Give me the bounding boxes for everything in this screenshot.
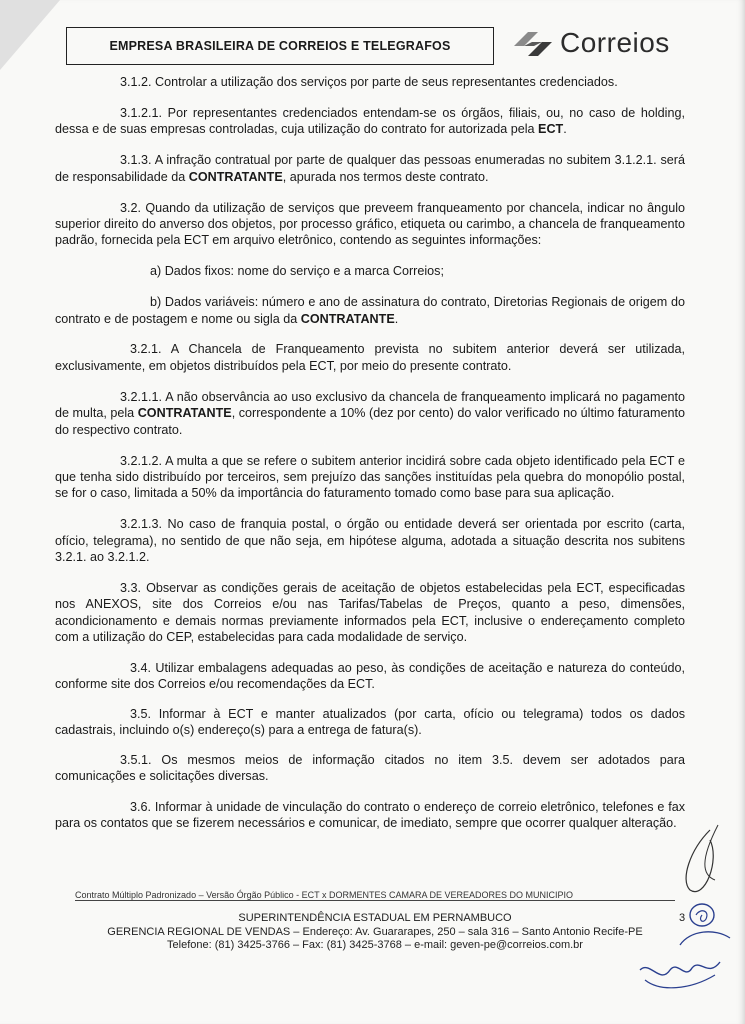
footer-divider — [75, 900, 675, 901]
footer-address-block — [75, 912, 675, 953]
contract-footer-line: Contrato Múltiplo Padronizado – Versão Órgão Público - ECT x DORMENTES CAMARA DE VEREADORES DO MUNICIPIO — [75, 890, 573, 900]
page-corner-fold — [0, 0, 60, 70]
paragraph: 3.4. Utilizar embalagens adequadas ao peso, às condições de aceitação e natureza do conteúdo, conforme site dos Correios e/ou recomendações da ECT. — [55, 661, 685, 692]
paragraph: 3.5. Informar à ECT e manter atualizados (por carta, ofício ou telegrama) todos os dados cadastrais, incluindo o(s) endereço(s) para a entrega de fatura(s). — [55, 706, 685, 738]
paragraph: 3.1.2.1. Por representantes credenciados entendam-se os órgãos, filiais, ou, no caso de holding, dessa e de suas empresas controladas, cuja utilização do contrato for autorizada pela ECT. — [55, 105, 685, 137]
contract-body — [55, 74, 685, 846]
footer-superintendency: SUPERINTENDÊNCIA ESTADUAL EM PERNAMBUCO — [238, 912, 512, 924]
correios-logo-icon — [510, 26, 556, 60]
footer-address: GERENCIA REGIONAL DE VENDAS – Endereço: Av. Guararapes, 250 – sala 316 – Santo Antonio Recife-PE — [107, 925, 643, 938]
paragraph: 3.3. Observar as condições gerais de aceitação de objetos estabelecidas pela ECT, especificadas nos ANEXOS, site dos Correios e/ou nas Tarifas/Tabelas de Preços, quanto a peso, dimensões, acondicionamento e demais normas previamente informados pela ECT, inclusive o endereçamento completo com a utilização do CEP, estabelecidas para cada modalidade de serviço. — [55, 580, 685, 645]
footer-contacts: Telefone: (81) 3425-3766 – Fax: (81) 3425-3768 – e-mail: geven-pe@correios.com.br — [167, 939, 583, 951]
paragraph: a) Dados fixos: nome do serviço e a marca Correios; — [150, 264, 444, 279]
page-number: 3 — [679, 912, 686, 924]
company-header — [66, 27, 494, 65]
paragraph: 3.1.2. Controlar a utilização dos serviços por parte de seus representantes credenciados. — [120, 75, 618, 89]
correios-logo — [510, 24, 680, 66]
paragraph: 3.6. Informar à unidade de vinculação do contrato o endereço de correio eletrônico, telefones e fax para os contatos que se fizerem necessários e comunicar, de imediato, sempre que ocorrer qualquer alteração. — [55, 800, 685, 831]
logo-text: Correios — [560, 27, 670, 58]
paragraph: b) Dados variáveis: número e ano de assinatura do contrato, Diretorias Regionais de origem do contrato e de postagem e nome ou sigla da CONTRATANTE. — [55, 295, 685, 326]
paragraph: 3.2.1.3. No caso de franquia postal, o órgão ou entidade deverá ser orientada por escrito (carta, ofício, telegrama), no sentido de que não seja, em hipótese alguma, adotada a situação descrita nos subitens 3.2.1. ao 3.2.1.2. — [55, 517, 685, 565]
paragraph: 3.5.1. Os mesmos meios de informação citados no item 3.5. devem ser adotados para comunicações e solicitações diversas. — [55, 752, 685, 784]
paragraph: 3.2.1.1. A não observância ao uso exclusivo da chancela de franqueamento implicará no pagamento de multa, pela CONTRATANTE, correspondente a 10% (dez por cento) do valor verificado no último faturamento do respectivo contrato. — [55, 389, 685, 437]
paragraph: 3.2. Quando da utilização de serviços que preveem franqueamento por chancela, indicar no ângulo superior direito do anverso dos objetos, por processo gráfico, etiqueta ou carimbo, a chancela de franqueamento padrão, fornecida pela ECT em arquivo eletrônico, contendo as seguintes informações: — [55, 200, 685, 248]
paragraph: 3.2.1.2. A multa a que se refere o subitem anterior incidirá sobre cada objeto identificado pela ECT e que tenha sido distribuído por terceiros, sem prejuízo das sanções instituídas pela quebra do monopólio postal, se for o caso, limitada a 50% da importância do faturamento tomado como base para sua aplicação. — [55, 453, 685, 501]
handwritten-initials — [630, 820, 740, 1020]
company-name: EMPRESA BRASILEIRA DE CORREIOS E TELEGRAFOS — [109, 39, 451, 53]
paragraph: 3.2.1. A Chancela de Franqueamento prevista no subitem anterior deverá ser utilizada, exclusivamente, em objetos distribuídos pela ECT, por meio do presente contrato. — [55, 342, 685, 373]
paragraph: 3.1.3. A infração contratual por parte de qualquer das pessoas enumeradas no subitem 3.1.2.1. será de responsabilidade da CONTRATANTE, apurada nos termos deste contrato. — [55, 153, 685, 184]
